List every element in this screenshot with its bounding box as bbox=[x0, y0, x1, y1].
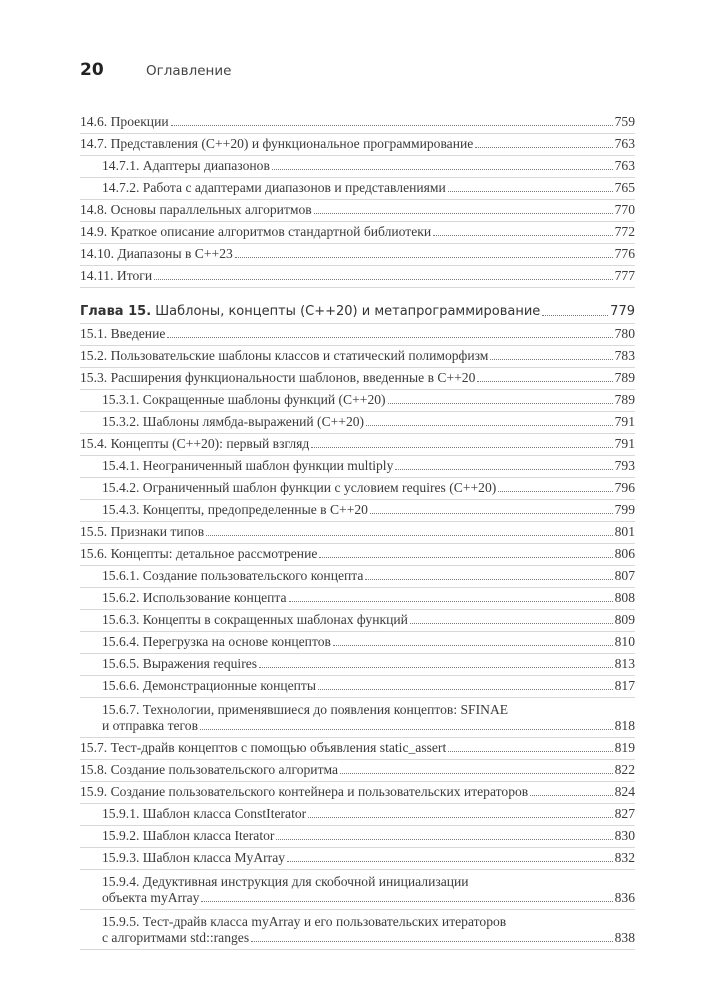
toc-entry-title: 15.5. Признаки типов bbox=[80, 524, 205, 539]
leader-dots bbox=[475, 147, 612, 148]
toc-entry-title: 14.11. Итоги bbox=[80, 268, 153, 283]
toc-entry-title: 15.4.2. Ограниченный шаблон функции с условием requires (C++20) bbox=[102, 480, 497, 495]
toc-entry-page: 763 bbox=[614, 158, 635, 173]
leader-dots bbox=[490, 359, 612, 360]
toc-entry-page: 793 bbox=[614, 458, 635, 473]
leader-dots bbox=[448, 751, 612, 752]
toc-entry[interactable] bbox=[80, 910, 635, 950]
leader-dots bbox=[366, 425, 613, 426]
chapter-title: Шаблоны, концепты (C++20) и метапрограммирование bbox=[155, 304, 541, 319]
leader-dots bbox=[206, 535, 612, 536]
toc-entry[interactable] bbox=[80, 848, 635, 870]
toc-entry-title: 14.7. Представления (C++20) и функциональное программирование bbox=[80, 136, 474, 151]
toc-entry-title: 15.9. Создание пользовательского контейнера и пользовательских итераторов bbox=[80, 784, 529, 799]
toc-entry-title: 14.6. Проекции bbox=[80, 114, 169, 129]
leader-dots bbox=[530, 795, 612, 796]
leader-dots bbox=[477, 381, 612, 382]
chapter-label: Глава 15. bbox=[80, 304, 152, 319]
toc-entry[interactable] bbox=[80, 134, 635, 156]
toc-entry-page: 783 bbox=[614, 348, 635, 363]
toc-entry[interactable] bbox=[80, 698, 635, 738]
toc-entry-page: 765 bbox=[614, 180, 635, 195]
toc-entry[interactable] bbox=[80, 544, 635, 566]
toc-entry-page: 827 bbox=[614, 806, 635, 821]
toc-entry-title: 14.9. Краткое описание алгоритмов стандартной библиотеки bbox=[80, 224, 432, 239]
leader-dots bbox=[370, 513, 613, 514]
toc-entry-title: 15.9.1. Шаблон класса ConstIterator bbox=[102, 806, 307, 821]
table-of-contents bbox=[80, 112, 635, 950]
toc-entry-page: 801 bbox=[614, 524, 635, 539]
toc-entry[interactable] bbox=[80, 804, 635, 826]
leader-dots bbox=[395, 469, 612, 470]
toc-entry-title-line2: и отправка тегов bbox=[102, 718, 199, 733]
toc-entry-page: 799 bbox=[614, 502, 635, 517]
leader-dots bbox=[318, 689, 613, 690]
toc-entry-title-line2: с алгоритмами std::ranges bbox=[102, 930, 250, 945]
toc-entry-title: 15.2. Пользовательские шаблоны классов и статический полиморфизм bbox=[80, 348, 489, 363]
toc-entry[interactable] bbox=[80, 222, 635, 244]
toc-entry-page: 836 bbox=[614, 890, 635, 905]
toc-entry[interactable] bbox=[80, 244, 635, 266]
leader-dots bbox=[259, 667, 613, 668]
toc-entry[interactable] bbox=[80, 368, 635, 390]
leader-dots bbox=[314, 213, 613, 214]
toc-entry-page: 806 bbox=[614, 546, 635, 561]
toc-entry[interactable] bbox=[80, 178, 635, 200]
toc-entry-page: 830 bbox=[614, 828, 635, 843]
leader-dots bbox=[171, 125, 613, 126]
leader-dots bbox=[319, 557, 612, 558]
leader-dots bbox=[287, 861, 613, 862]
toc-entry[interactable] bbox=[80, 500, 635, 522]
toc-entry-title: 15.6. Концепты: детальное рассмотрение bbox=[80, 546, 318, 561]
toc-entry-title: 15.6.6. Демонстрационные концепты bbox=[102, 678, 317, 693]
chapter-page: 779 bbox=[610, 304, 635, 319]
toc-entry[interactable] bbox=[80, 760, 635, 782]
toc-entry-title: 15.6.1. Создание пользовательского концепта bbox=[102, 568, 364, 583]
toc-entry-page: 770 bbox=[614, 202, 635, 217]
toc-entry[interactable] bbox=[80, 434, 635, 456]
toc-entry-page: 807 bbox=[614, 568, 635, 583]
leader-dots bbox=[308, 817, 612, 818]
toc-entry-page: 789 bbox=[614, 370, 635, 385]
toc-entry-page: 813 bbox=[614, 656, 635, 671]
toc-entry[interactable] bbox=[80, 456, 635, 478]
leader-dots bbox=[276, 839, 612, 840]
toc-entry-page: 808 bbox=[614, 590, 635, 605]
leader-dots bbox=[410, 623, 613, 624]
page-header bbox=[80, 60, 231, 80]
toc-entry-page: 789 bbox=[614, 392, 635, 407]
toc-entry[interactable] bbox=[80, 738, 635, 760]
leader-dots bbox=[433, 235, 612, 236]
toc-entry[interactable] bbox=[80, 390, 635, 412]
toc-entry[interactable] bbox=[80, 112, 635, 134]
toc-entry-title: 15.4.3. Концепты, предопределенные в C++20 bbox=[102, 502, 368, 517]
toc-entry-title-line1: 15.9.5. Тест-драйв класса myArray и его пользовательских итераторов bbox=[102, 914, 507, 929]
toc-entry[interactable] bbox=[80, 200, 635, 222]
toc-entry[interactable] bbox=[80, 522, 635, 544]
leader-dots bbox=[167, 337, 612, 338]
toc-entry-title-line1: 15.6.7. Технологии, применявшиеся до появления концептов: SFINAE bbox=[102, 702, 509, 717]
toc-entry-title-line1: 15.9.4. Дедуктивная инструкция для скобочной инициализации bbox=[102, 874, 469, 889]
leader-dots bbox=[365, 579, 612, 580]
toc-entry-title: 15.6.3. Концепты в сокращенных шаблонах функций bbox=[102, 612, 408, 627]
toc-entry-title: 15.3.1. Сокращенные шаблоны функций (C++20) bbox=[102, 392, 386, 407]
toc-entry-title: 15.8. Создание пользовательского алгоритма bbox=[80, 762, 339, 777]
toc-entry-title: 15.3.2. Шаблоны лямбда-выражений (C++20) bbox=[102, 414, 365, 429]
toc-entry-title: 14.7.2. Работа с адаптерами диапазонов и представлениями bbox=[102, 180, 446, 195]
toc-entry-page: 791 bbox=[614, 414, 635, 429]
toc-entry-page: 772 bbox=[614, 224, 635, 239]
toc-entry-page: 763 bbox=[614, 136, 635, 151]
leader-dots bbox=[448, 191, 613, 192]
toc-entry-page: 824 bbox=[614, 784, 635, 799]
toc-entry-title-line2: объекта myArray bbox=[102, 890, 200, 905]
toc-entry[interactable] bbox=[80, 346, 635, 368]
leader-dots bbox=[272, 169, 613, 170]
toc-entry-title: 15.1. Введение bbox=[80, 326, 166, 341]
toc-entry-title: 15.9.3. Шаблон класса MyArray bbox=[102, 850, 286, 865]
toc-entry-title: 15.4. Концепты (C++20): первый взгляд bbox=[80, 436, 310, 451]
toc-entry[interactable] bbox=[80, 632, 635, 654]
toc-entry[interactable] bbox=[80, 478, 635, 500]
leader-dots bbox=[251, 941, 612, 942]
toc-entry-page: 796 bbox=[614, 480, 635, 495]
toc-entry-page: 838 bbox=[614, 930, 635, 945]
toc-entry-page: 832 bbox=[614, 850, 635, 865]
toc-entry-page: 780 bbox=[614, 326, 635, 341]
leader-dots bbox=[340, 773, 613, 774]
toc-entry[interactable] bbox=[80, 156, 635, 178]
toc-entry-title: 15.6.2. Использование концепта bbox=[102, 590, 287, 605]
leader-dots bbox=[289, 601, 613, 602]
toc-entry[interactable] bbox=[80, 588, 635, 610]
toc-entry[interactable] bbox=[80, 782, 635, 804]
page-number: 20 bbox=[80, 60, 104, 80]
leader-dots bbox=[542, 315, 608, 316]
toc-chapter-entry[interactable] bbox=[80, 302, 635, 324]
toc-entry[interactable] bbox=[80, 412, 635, 434]
toc-entry[interactable] bbox=[80, 266, 635, 288]
leader-dots bbox=[311, 447, 612, 448]
toc-entry-title: 15.6.5. Выражения requires bbox=[102, 656, 258, 671]
toc-entry-page: 818 bbox=[614, 718, 635, 733]
running-title: Оглавление bbox=[146, 63, 232, 79]
leader-dots bbox=[201, 901, 612, 902]
toc-entry-page: 759 bbox=[614, 114, 635, 129]
leader-dots bbox=[154, 279, 613, 280]
toc-entry[interactable] bbox=[80, 610, 635, 632]
toc-entry[interactable] bbox=[80, 826, 635, 848]
toc-entry[interactable] bbox=[80, 654, 635, 676]
leader-dots bbox=[498, 491, 612, 492]
leader-dots bbox=[388, 403, 613, 404]
toc-entry-page: 810 bbox=[614, 634, 635, 649]
leader-dots bbox=[333, 645, 613, 646]
toc-entry-title: 15.4.1. Неограниченный шаблон функции multiply bbox=[102, 458, 394, 473]
toc-entry-page: 817 bbox=[614, 678, 635, 693]
leader-dots bbox=[235, 257, 613, 258]
toc-entry[interactable] bbox=[80, 566, 635, 588]
leader-dots bbox=[200, 729, 613, 730]
toc-entry-title: 15.9.2. Шаблон класса Iterator bbox=[102, 828, 275, 843]
toc-entry-page: 791 bbox=[614, 436, 635, 451]
toc-entry-page: 822 bbox=[614, 762, 635, 777]
toc-entry-title: 14.10. Диапазоны в C++23 bbox=[80, 246, 233, 261]
toc-entry-title: 15.7. Тест-драйв концептов с помощью объявления static_assert bbox=[80, 740, 447, 755]
toc-entry-title: 14.7.1. Адаптеры диапазонов bbox=[102, 158, 270, 173]
toc-entry-page: 809 bbox=[614, 612, 635, 627]
toc-entry-page: 819 bbox=[614, 740, 635, 755]
toc-entry-title: 14.8. Основы параллельных алгоритмов bbox=[80, 202, 312, 217]
toc-entry[interactable] bbox=[80, 870, 635, 910]
toc-entry-title: 15.6.4. Перегрузка на основе концептов bbox=[102, 634, 331, 649]
toc-entry-title: 15.3. Расширения функциональности шаблонов, введенные в C++20 bbox=[80, 370, 476, 385]
toc-entry-page: 776 bbox=[614, 246, 635, 261]
toc-entry-page: 777 bbox=[614, 268, 635, 283]
toc-entry[interactable] bbox=[80, 324, 635, 346]
toc-entry[interactable] bbox=[80, 676, 635, 698]
